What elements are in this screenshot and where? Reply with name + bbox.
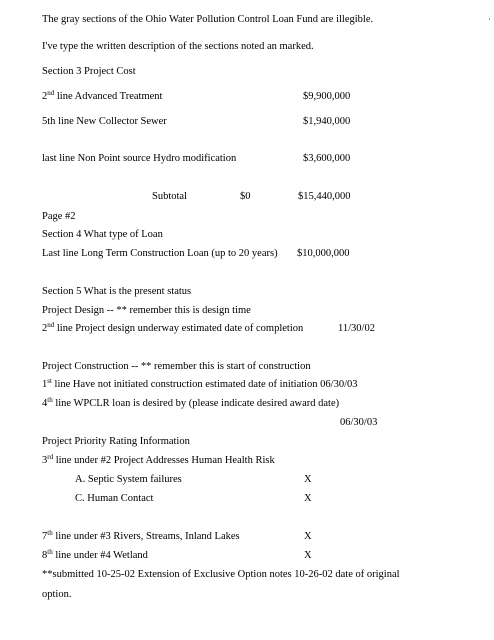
ordinal-suffix: nd	[47, 321, 55, 329]
ordinal-number: 8	[42, 550, 48, 561]
subtotal-label: Subtotal	[152, 191, 188, 202]
subtotal-value-1: $0	[240, 191, 251, 202]
ordinal-suffix: th	[47, 396, 53, 404]
cost-row-label: 5th line New Collector Sewer	[42, 116, 167, 127]
ordinal-number: 3	[42, 455, 48, 466]
cost-row-label: last line Non Point source Hydro modification	[42, 153, 237, 164]
design-line	[42, 322, 303, 335]
cost-row-amount: $3,600,000	[303, 153, 351, 164]
priority-item-mark: X	[304, 474, 312, 485]
cost-row-text: line Advanced Treatment	[54, 91, 163, 102]
priority-line-7	[42, 530, 240, 543]
priority-item-label: A. Septic System failures	[75, 474, 182, 485]
page2-label: Page #2	[42, 211, 76, 222]
ordinal-suffix: rd	[47, 453, 54, 461]
subtotal-value-2: $15,440,000	[298, 191, 351, 202]
ordinal-number: 1	[42, 379, 48, 390]
priority-heading: Project Priority Rating Information	[42, 436, 190, 447]
cost-row-label	[42, 90, 162, 103]
priority-line-8	[42, 549, 148, 562]
ordinal-number: 4	[42, 398, 48, 409]
ordinal-suffix: th	[47, 548, 53, 556]
cost-row-amount: $9,900,000	[303, 91, 351, 102]
section3-heading: Section 3 Project Cost	[42, 66, 136, 77]
ordinal-number: 2	[42, 91, 48, 102]
loan-type-amount: $10,000,000	[297, 248, 350, 259]
construction-line-1	[42, 378, 358, 391]
priority-item-mark: X	[304, 493, 312, 504]
construction-line-2	[42, 397, 339, 410]
award-date: 06/30/03	[340, 417, 378, 428]
footnote-line-1: **submitted 10-25-02 Extension of Exclusive Option notes 10-26-02 date of original	[42, 569, 400, 580]
ordinal-number: 7	[42, 531, 48, 542]
section5-heading: Section 5 What is the present status	[42, 286, 192, 297]
section4-heading: Section 4 What type of Loan	[42, 229, 163, 240]
construction-line-text: line WPCLR loan is desired by (please indicate desired award date)	[52, 398, 340, 409]
scan-speck	[489, 18, 490, 20]
ordinal-suffix: th	[47, 529, 53, 537]
ordinal-suffix: st	[47, 377, 52, 385]
project-construction-label: Project Construction -- ** remember this is start of construction	[42, 361, 311, 372]
priority-line-3	[42, 454, 275, 467]
footnote-line-2: option.	[42, 589, 72, 600]
priority-line-text: line under #4 Wetland	[52, 550, 148, 561]
design-completion-date: 11/30/02	[338, 323, 375, 334]
priority-line-7-mark: X	[304, 531, 312, 542]
ordinal-number: 2	[42, 323, 48, 334]
ordinal-suffix: nd	[47, 89, 55, 97]
project-design-label: Project Design -- ** remember this is design time	[42, 305, 251, 316]
construction-line-text: line Have not initiated construction estimated date of initiation 06/30/03	[51, 379, 358, 390]
priority-line-8-mark: X	[304, 550, 312, 561]
priority-line-text: line under #3 Rivers, Streams, Inland Lakes	[52, 531, 240, 542]
intro-typed-note: I've type the written description of the sections noted an marked.	[42, 41, 314, 52]
priority-item-label: C. Human Contact	[75, 493, 154, 504]
cost-row-amount: $1,940,000	[303, 116, 351, 127]
design-line-text: line Project design underway estimated date of completion	[54, 323, 304, 334]
intro-illegible-note: The gray sections of the Ohio Water Pollution Control Loan Fund are illegible.	[42, 14, 374, 25]
loan-type-label: Last line Long Term Construction Loan (up to 20 years)	[42, 248, 278, 259]
priority-line-text: line under #2 Project Addresses Human Health Risk	[53, 455, 275, 466]
